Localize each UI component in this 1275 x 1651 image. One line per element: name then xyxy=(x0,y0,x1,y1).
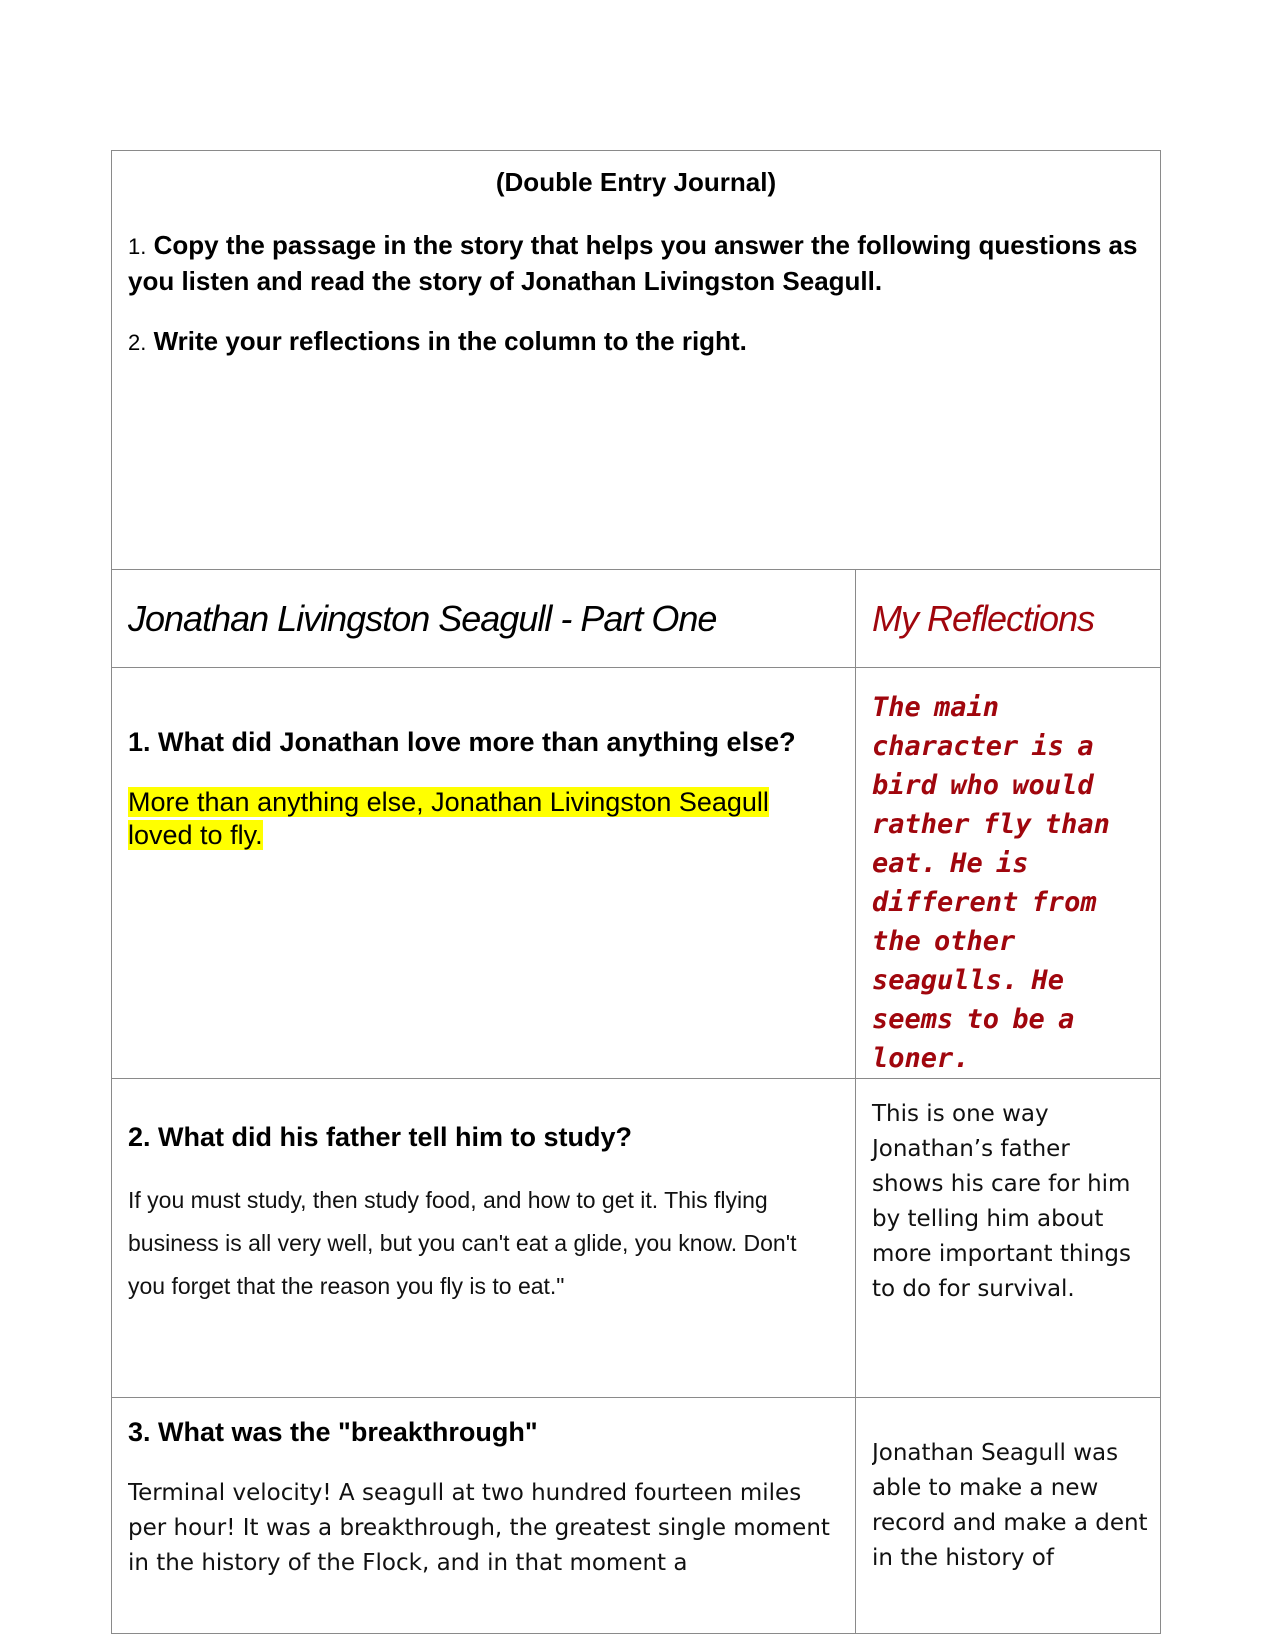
reflection-3-cell xyxy=(856,1398,1161,1634)
journal-header-cell xyxy=(112,151,1161,570)
question-2-heading: 2. What did his father tell him to study? xyxy=(128,1122,633,1152)
question-3-cell xyxy=(112,1398,856,1634)
instruction-1-text: Copy the passage in the story that helps you answer the following questions as you listen and read the story of Jonathan Livingston Seagull. xyxy=(128,230,1138,296)
instruction-2 xyxy=(128,324,1144,360)
highlighted-passage: More than anything else, Jonathan Livingston Seagull loved to fly. xyxy=(128,787,769,850)
question-row-1 xyxy=(112,668,1161,1079)
question-1-heading: 1. What did Jonathan love more than anything else? xyxy=(128,727,796,757)
instruction-1 xyxy=(128,228,1144,298)
question-1-cell xyxy=(112,668,856,1079)
story-part-title: Jonathan Livingston Seagull - Part One xyxy=(112,570,856,668)
reflection-2: This is one way Jonathan’s father shows his care for him by telling him about more important things to do for survival. xyxy=(856,1079,1161,1398)
instruction-2-text: Write your reflections in the column to the right. xyxy=(153,326,747,356)
column-title-row xyxy=(112,570,1161,668)
reflection-3: Jonathan Seagull was able to make a new record and make a dent in the history of xyxy=(872,1440,1148,1571)
question-1-passage xyxy=(128,786,839,852)
question-2-passage: If you must study, then study food, and how to get it. This flying business is all very well, but you can't eat a glide, you know. Don't you forget that the reason you fly is to eat." xyxy=(128,1187,797,1299)
double-entry-journal-table xyxy=(111,150,1161,1634)
question-row-3 xyxy=(112,1398,1161,1634)
journal-title: (Double Entry Journal) xyxy=(495,167,777,197)
instruction-2-number: 2. xyxy=(128,330,147,355)
question-3-heading: 3. What was the "breakthrough" xyxy=(128,1417,538,1447)
question-2-cell xyxy=(112,1079,856,1398)
journal-header-row xyxy=(112,151,1161,570)
reflections-title: My Reflections xyxy=(856,570,1161,668)
instruction-1-number: 1. xyxy=(128,234,147,259)
question-3-passage: Terminal velocity! A seagull at two hundred fourteen miles per hour! It was a breakthrough, the greatest single moment in the history of the Flock, and in that moment a xyxy=(128,1480,830,1576)
question-row-2 xyxy=(112,1079,1161,1398)
reflection-1: The main character is a bird who would rather fly than eat. He is different from the other seagulls. He seems to be a loner. xyxy=(856,668,1161,1079)
